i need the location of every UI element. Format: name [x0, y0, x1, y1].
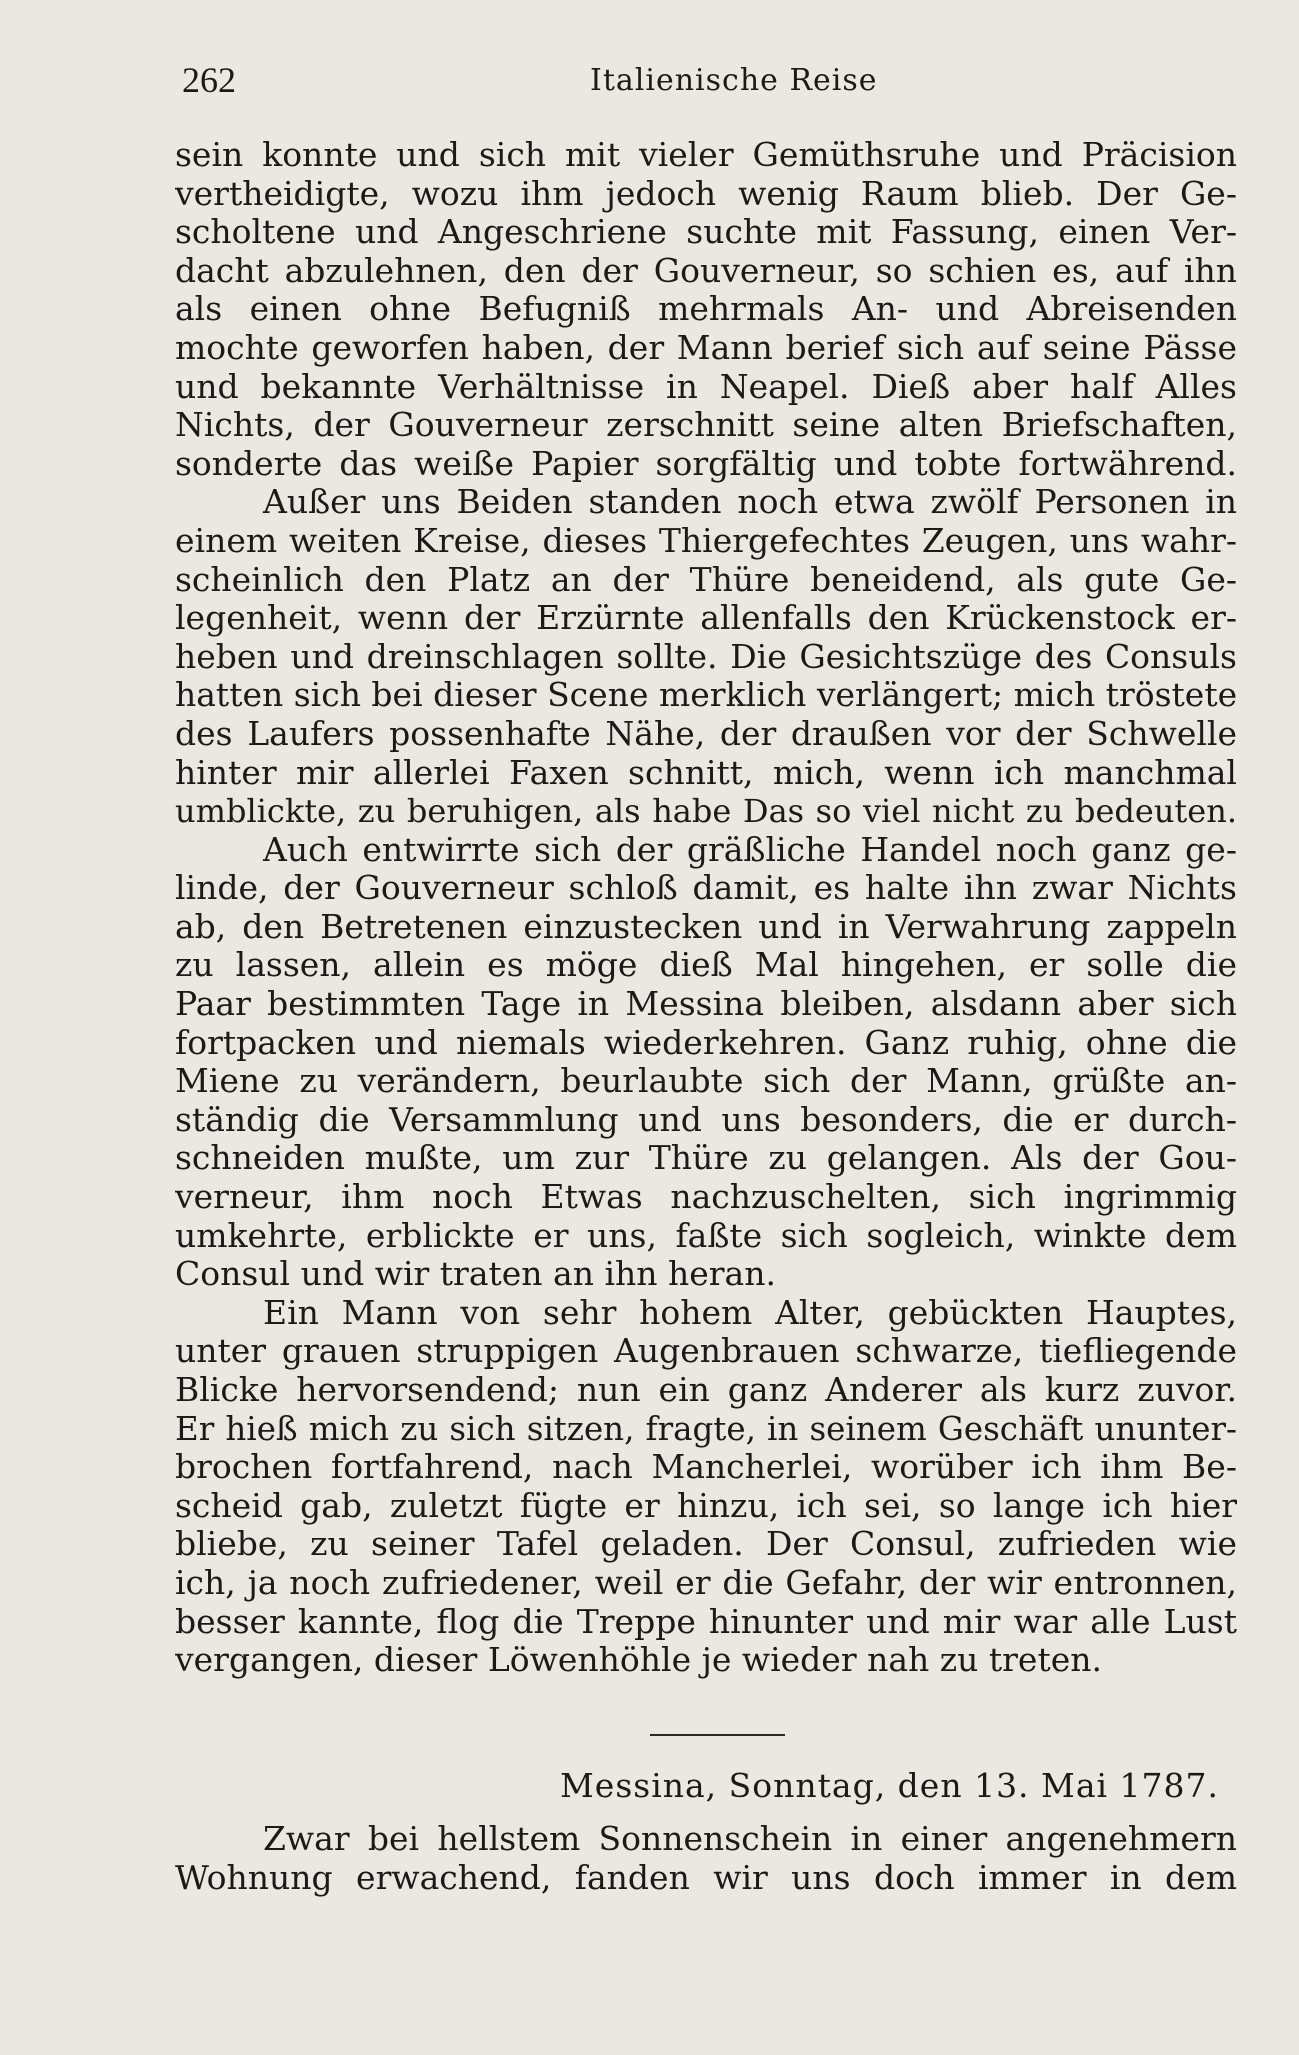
text-line: besser kannte, flog die Treppe hinunter und mir war alle Lust [175, 1602, 1237, 1641]
text-line: verneur, ihm noch Etwas nachzuschelten, sich ingrimmig [175, 1178, 1237, 1217]
text-line: zu lassen, allein es möge dieß Mal hingehen, er solle die [175, 946, 1237, 985]
text-line: mochte geworfen haben, der Mann berief sich auf seine Pässe [175, 328, 1237, 367]
text-line: heben und dreinschlagen sollte. Die Gesichtszüge des Consuls [175, 637, 1237, 676]
section-dateline: Messina, Sonntag, den 13. Mai 1787. [560, 1766, 1220, 1805]
text-line: hatten sich bei dieser Scene merklich verlängert; mich tröstete [175, 676, 1237, 715]
text-line: scheinlich den Platz an der Thüre beneidend, als gute Ge- [175, 560, 1237, 599]
text-line: Wohnung erwachend, fanden wir uns doch immer in dem [175, 1858, 1237, 1897]
paragraph-first-line: Zwar bei hellstem Sonnenschein in einer angenehmern [263, 1820, 1237, 1858]
text-line: als einen ohne Befugniß mehrmals An- und Abreisenden [175, 290, 1237, 329]
text-line: unter grauen struppigen Augenbrauen schwarze, tiefliegende [175, 1332, 1237, 1371]
text-line: Paar bestimmten Tage in Messina bleiben, alsdann aber sich [175, 985, 1237, 1024]
text-line: umkehrte, erblickte er uns, faßte sich sogleich, winkte dem [175, 1216, 1237, 1255]
text-line: Miene zu verändern, beurlaubte sich der Mann, grüßte an- [175, 1062, 1237, 1101]
section-separator-rule [650, 1734, 785, 1736]
page-number: 262 [182, 60, 236, 100]
text-line: ständig die Versammlung und uns besonders, die er durch- [175, 1100, 1237, 1139]
text-line: einem weiten Kreise, dieses Thiergefechtes Zeugen, uns wahr- [175, 521, 1237, 560]
text-line: hinter mir allerlei Faxen schnitt, mich, wenn ich manchmal [175, 753, 1237, 792]
text-line: sonderte das weiße Papier sorgfältig und tobte fortwährend. [175, 444, 1237, 483]
paragraph-first-line: Außer uns Beiden standen noch etwa zwölf Personen in [263, 483, 1237, 522]
text-line: dacht abzulehnen, den der Gouverneur, so schien es, auf ihn [175, 251, 1237, 290]
text-line: Er hieß mich zu sich sitzen, fragte, in seinem Geschäft ununter- [175, 1409, 1237, 1448]
text-line: bliebe, zu seiner Tafel geladen. Der Consul, zufrieden wie [175, 1525, 1237, 1564]
text-line: ich, ja noch zufriedener, weil er die Gefahr, der wir entronnen, [175, 1563, 1237, 1602]
text-line: legenheit, wenn der Erzürnte allenfalls den Krückenstock er- [175, 599, 1237, 638]
text-line: ab, den Betretenen einzustecken und in Verwahrung zappeln [175, 907, 1237, 946]
body-text-continued [175, 1820, 1237, 1897]
text-line: des Laufers possenhafte Nähe, der draußen vor der Schwelle [175, 714, 1237, 753]
paragraph-first-line: Auch entwirrte sich der gräßliche Handel noch ganz ge- [263, 830, 1237, 869]
text-line: und bekannte Verhältnisse in Neapel. Dieß aber half Alles [175, 367, 1237, 406]
text-line: brochen fortfahrend, nach Mancherlei, worüber ich ihm Be- [175, 1448, 1237, 1487]
paragraph-last-line: Consul und wir traten an ihn heran. [175, 1255, 776, 1294]
text-line: fortpacken und niemals wiederkehren. Ganz ruhig, ohne die [175, 1023, 1237, 1062]
text-line: schneiden mußte, um zur Thüre zu gelangen. Als der Gou- [175, 1139, 1237, 1178]
text-line: Blicke hervorsendend; nun ein ganz Anderer als kurz zuvor. [175, 1371, 1237, 1409]
paragraph-first-line: Ein Mann von sehr hohem Alter, gebückten Hauptes, [263, 1293, 1237, 1332]
text-line: linde, der Gouverneur schloß damit, es halte ihn zwar Nichts [175, 869, 1237, 908]
text-line: vertheidigte, wozu ihm jedoch wenig Raum blieb. Der Ge- [175, 174, 1237, 213]
running-title: Italienische Reise [590, 63, 878, 98]
paragraph-last-line: vergangen, dieser Löwenhöhle je wieder nah zu treten. [175, 1641, 1102, 1680]
text-line: sein konnte und sich mit vieler Gemüthsruhe und Präcision [175, 136, 1237, 174]
text-line: Nichts, der Gouverneur zerschnitt seine alten Briefschaften, [175, 406, 1237, 445]
text-line: scheid gab, zuletzt fügte er hinzu, ich sei, so lange ich hier [175, 1486, 1237, 1525]
body-text [175, 136, 1237, 1680]
text-line: scholtene und Angeschriene suchte mit Fassung, einen Ver- [175, 213, 1237, 252]
text-line: umblickte, zu beruhigen, als habe Das so viel nicht zu bedeuten. [175, 792, 1237, 831]
